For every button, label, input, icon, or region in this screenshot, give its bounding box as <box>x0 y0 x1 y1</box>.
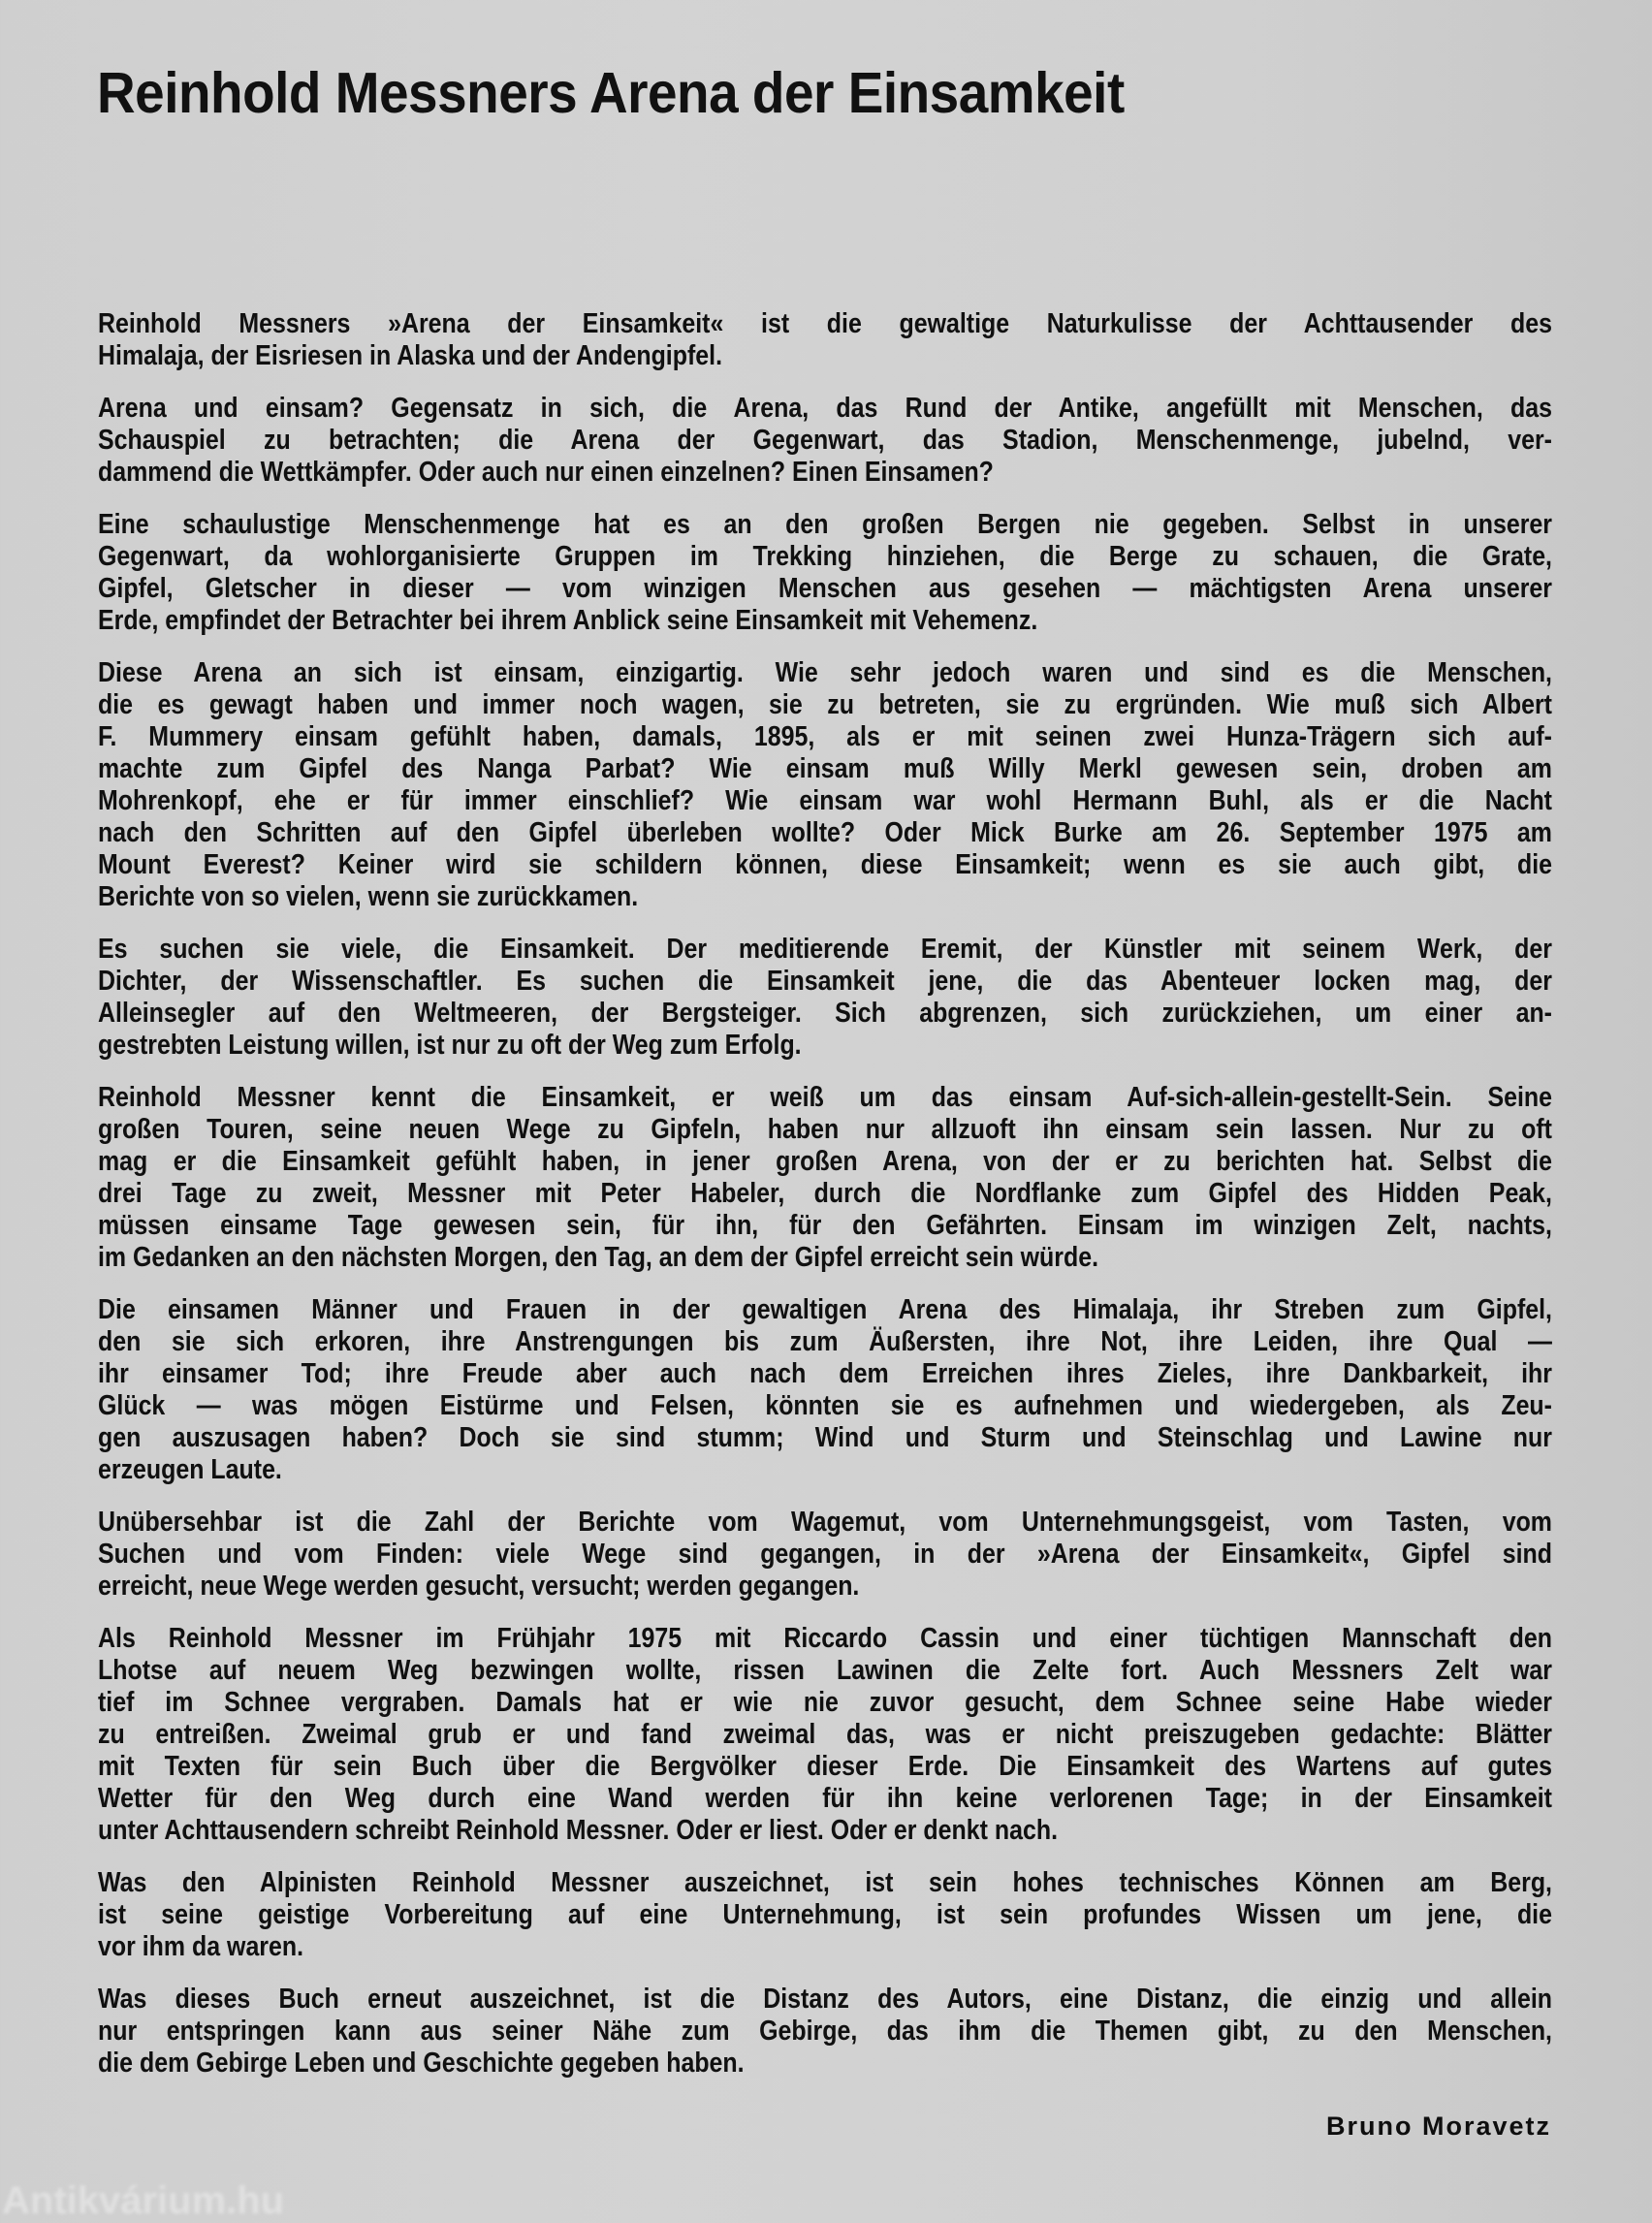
text-line: Glück — was mögen Eistürme und Felsen, könnten sie es aufnehmen und wiedergeben, als Zeu- <box>98 1390 1552 1421</box>
text-line: Unübersehbar ist die Zahl der Berichte vom Wagemut, vom Unternehmungsgeist, vom Tasten, vom <box>98 1507 1552 1538</box>
paragraph <box>98 1623 1552 1847</box>
paragraph <box>98 308 1552 372</box>
text-line: Was den Alpinisten Reinhold Messner auszeichnet, ist sein hohes technisches Können am Berg, <box>98 1867 1552 1898</box>
text-line: Diese Arena an sich ist einsam, einzigartig. Wie sehr jedoch waren und sind es die Menschen, <box>98 657 1552 688</box>
text-line: Mount Everest? Keiner wird sie schildern können, diese Einsamkeit; wenn es sie auch gibt, die <box>98 849 1552 880</box>
text-line: dammend die Wettkämpfer. Oder auch nur einen einzelnen? Einen Einsamen? <box>98 457 994 488</box>
text-line: Suchen und vom Finden: viele Wege sind gegangen, in der »Arena der Einsamkeit«, Gipfel sind <box>98 1539 1552 1570</box>
text-line: nur entspringen kann aus seiner Nähe zum Gebirge, das ihm die Themen gibt, zu den Menschen, <box>98 2016 1552 2047</box>
text-line: F. Mummery einsam gefühlt haben, damals, 1895, als er mit seinen zwei Hunza-Trägern sich auf- <box>98 721 1552 752</box>
text-line: Gipfel, Gletscher in dieser — vom winzigen Menschen aus gesehen — mächtigsten Arena unserer <box>98 573 1552 604</box>
paragraph <box>98 1984 1552 2080</box>
paragraph <box>98 657 1552 913</box>
body-text <box>98 308 1552 2100</box>
paragraph <box>98 1082 1552 1274</box>
text-line: Es suchen sie viele, die Einsamkeit. Der meditierende Eremit, der Künstler mit seinem Werk, der <box>98 934 1552 965</box>
text-line: machte zum Gipfel des Nanga Parbat? Wie einsam muß Willy Merkl gewesen sein, droben am <box>98 753 1552 784</box>
text-line: Eine schaulustige Menschenmenge hat es an den großen Bergen nie gegeben. Selbst in unserer <box>98 509 1552 540</box>
text-line: nach den Schritten auf den Gipfel überleben wollte? Oder Mick Burke am 26. September 1975 am <box>98 817 1552 848</box>
text-line: gestrebten Leistung willen, ist nur zu oft der Weg zum Erfolg. <box>98 1030 802 1061</box>
text-line: den sie sich erkoren, ihre Anstrengungen bis zum Äußersten, ihre Not, ihre Leiden, ihre Qual — <box>98 1326 1552 1357</box>
text-line: Die einsamen Männer und Frauen in der gewaltigen Arena des Himalaja, ihr Streben zum Gipfel, <box>98 1294 1552 1325</box>
text-line: ist seine geistige Vorbereitung auf eine Unternehmung, ist sein profundes Wissen um jene, die <box>98 1899 1552 1930</box>
paragraph <box>98 1867 1552 1963</box>
text-line: mag er die Einsamkeit gefühlt haben, in jener großen Arena, von der er zu berichten hat. Selbst die <box>98 1146 1552 1177</box>
text-line: zu entreißen. Zweimal grub er und fand zweimal das, was er nicht preiszugeben gedachte: Blätter <box>98 1719 1552 1750</box>
text-line: erzeugen Laute. <box>98 1454 282 1485</box>
text-line: Was dieses Buch erneut auszeichnet, ist die Distanz des Autors, eine Distanz, die einzig und allein <box>98 1984 1552 2015</box>
text-line: vor ihm da waren. <box>98 1931 304 1962</box>
text-line: im Gedanken an den nächsten Morgen, den Tag, an dem der Gipfel erreicht sein würde. <box>98 1242 1099 1273</box>
author-signature: Bruno Moravetz <box>1325 2112 1551 2141</box>
watermark: Antikvárium.hu <box>2 2179 285 2222</box>
text-line: erreicht, neue Wege werden gesucht, versucht; werden gegangen. <box>98 1571 860 1602</box>
page-title: Reinhold Messners Arena der Einsamkeit <box>97 61 1125 125</box>
text-line: Mohrenkopf, ehe er für immer einschlief? Wie einsam war wohl Hermann Buhl, als er die Nacht <box>98 785 1552 816</box>
text-line: Himalaja, der Eisriesen in Alaska und der Andengipfel. <box>98 340 723 371</box>
paragraph <box>98 1507 1552 1603</box>
text-line: drei Tage zu zweit, Messner mit Peter Habeler, durch die Nordflanke zum Gipfel des Hidden Peak, <box>98 1178 1552 1209</box>
text-line: Dichter, der Wissenschaftler. Es suchen die Einsamkeit jene, die das Abenteuer locken mag, der <box>98 966 1552 997</box>
text-line: unter Achttausendern schreibt Reinhold Messner. Oder er liest. Oder er denkt nach. <box>98 1815 1059 1846</box>
paragraph <box>98 1294 1552 1486</box>
text-line: Berichte von so vielen, wenn sie zurückkamen. <box>98 881 639 912</box>
text-line: Gegenwart, da wohlorganisierte Gruppen im Trekking hinziehen, die Berge zu schauen, die Grate, <box>98 541 1552 572</box>
text-line: die dem Gebirge Leben und Geschichte gegeben haben. <box>98 2048 745 2079</box>
text-line: Als Reinhold Messner im Frühjahr 1975 mit Riccardo Cassin und einer tüchtigen Mannschaft den <box>98 1623 1552 1654</box>
text-line: mit Texten für sein Buch über die Bergvölker dieser Erde. Die Einsamkeit des Wartens auf gutes <box>98 1751 1552 1782</box>
paragraph <box>98 934 1552 1062</box>
text-line: Reinhold Messner kennt die Einsamkeit, er weiß um das einsam Auf-sich-allein-gestellt-Sein. Seine <box>98 1082 1552 1113</box>
text-line: die es gewagt haben und immer noch wagen, sie zu betreten, sie zu ergründen. Wie muß sich Albert <box>98 689 1552 720</box>
text-line: ihr einsamer Tod; ihre Freude aber auch nach dem Erreichen ihres Zieles, ihre Dankbarkeit, ihr <box>98 1358 1552 1389</box>
text-line: großen Touren, seine neuen Wege zu Gipfeln, haben nur allzuoft ihn einsam sein lassen. Nur zu oft <box>98 1114 1552 1145</box>
text-line: Reinhold Messners »Arena der Einsamkeit« ist die gewaltige Naturkulisse der Achttausender des <box>98 308 1552 339</box>
text-line: gen auszusagen haben? Doch sie sind stumm; Wind und Sturm und Steinschlag und Lawine nur <box>98 1422 1552 1453</box>
text-line: Wetter für den Weg durch eine Wand werden für ihn keine verlorenen Tage; in der Einsamkeit <box>98 1783 1552 1814</box>
text-line: tief im Schnee vergraben. Damals hat er wie nie zuvor gesucht, dem Schnee seine Habe wieder <box>98 1687 1552 1718</box>
text-line: Erde, empfindet der Betrachter bei ihrem Anblick seine Einsamkeit mit Vehemenz. <box>98 605 1038 636</box>
text-line: Lhotse auf neuem Weg bezwingen wollte, rissen Lawinen die Zelte fort. Auch Messners Zelt war <box>98 1655 1552 1686</box>
text-line: Arena und einsam? Gegensatz in sich, die Arena, das Rund der Antike, angefüllt mit Menschen, das <box>98 393 1552 424</box>
paragraph <box>98 509 1552 637</box>
paragraph <box>98 393 1552 489</box>
text-line: müssen einsame Tage gewesen sein, für ihn, für den Gefährten. Einsam im winzigen Zelt, nachts, <box>98 1210 1552 1241</box>
text-line: Schauspiel zu betrachten; die Arena der Gegenwart, das Stadion, Menschenmenge, jubelnd, ver- <box>98 425 1552 456</box>
text-line: Alleinsegler auf den Weltmeeren, der Bergsteiger. Sich abgrenzen, sich zurückziehen, um einer an- <box>98 998 1552 1029</box>
